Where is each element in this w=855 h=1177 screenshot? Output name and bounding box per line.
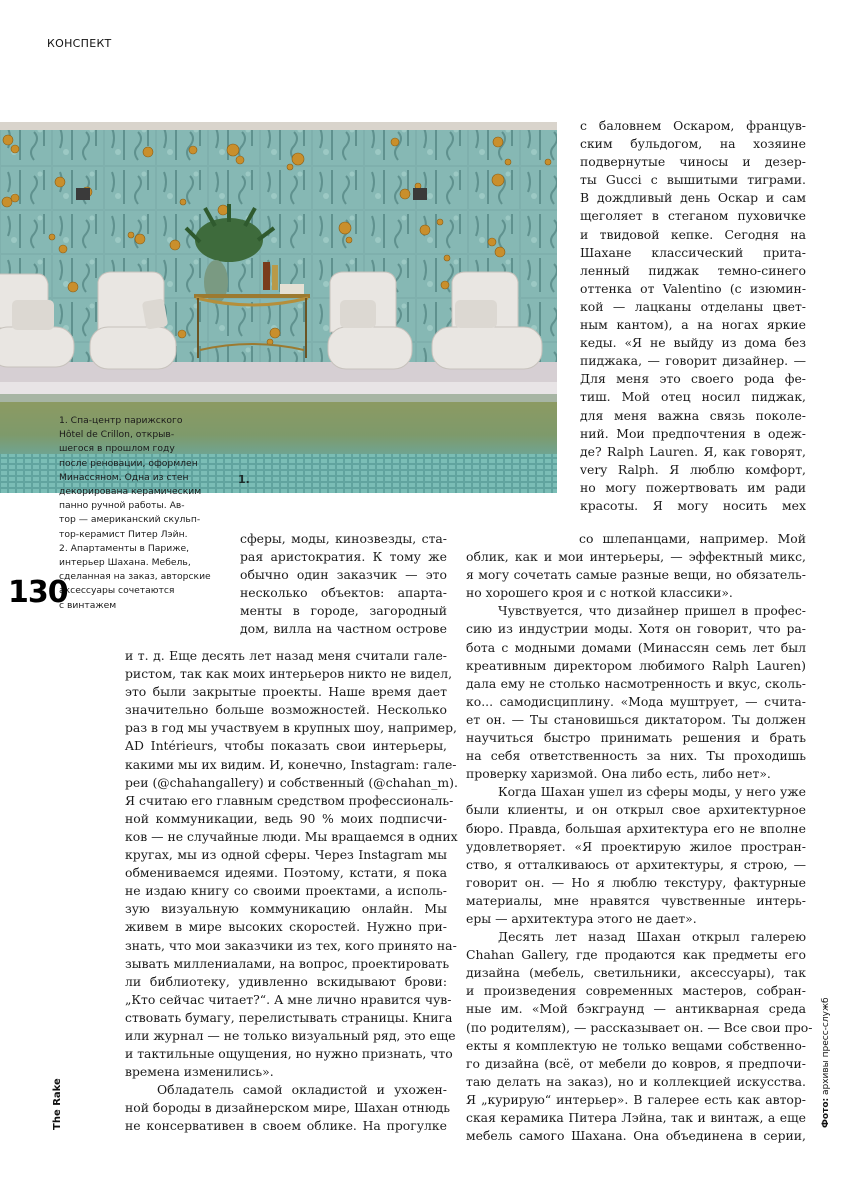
article-line: мебель самого Шахана. Она объединена в серии, [466, 1128, 806, 1144]
article-line: ные им. «Мой бэкграунд — антикварная среда [466, 1001, 806, 1017]
article-line: ристом, так как моих интерьеров никто не видел, [125, 666, 453, 682]
article-line: креативным директором любимого Ralph Lauren) [466, 657, 806, 673]
article-line: знать, что мои заказчики из тех, кого принято на- [125, 937, 457, 953]
article-line: зую визуальную коммуникацию онлайн. Мы [125, 901, 447, 917]
caption-line: сделанная на заказ, авторские [59, 571, 211, 583]
article-line: бота с модными домами (Минассян семь лет был [466, 639, 806, 655]
article-line: несколько объектов: апарта- [240, 585, 447, 601]
article-column-right-top [580, 117, 806, 515]
article-line: AD Intérieurs, чтобы показать свои интерьеры, [125, 738, 447, 754]
article-line: это были закрытые проекты. Наше время дает [125, 684, 447, 700]
article-line: были клиенты, и он открыл свое архитектурное [466, 802, 806, 818]
article-line: еры — архитектура этого не дает». [466, 910, 697, 926]
article-line: ной коммуникации, ведь 90 % моих подписчи- [125, 810, 447, 826]
article-line: Когда Шахан ушел из сферы моды, у него уже [498, 784, 806, 800]
article-line: ская керамика Питера Лэйна, так и винтаж, а еще [466, 1110, 806, 1125]
article-line: со шлепанцами, например. Мой [579, 531, 806, 546]
article-line: кой — лацканы отделаны цвет- [580, 298, 806, 314]
article-line: оттенка от Valentino (с изюмин- [580, 280, 806, 296]
article-line: удовлетворяет. «Я проектирую жилое простран- [466, 838, 806, 854]
article-line: с баловнем Оскаром, францув- [580, 118, 806, 133]
article-line: живем в мире высоких скоростей. Нужно при- [125, 919, 447, 935]
article-line: раз в год мы участвуем в крупных шоу, например, [125, 720, 457, 736]
article-line: ленный пиджак темно-синего [580, 262, 806, 278]
article-line: проверку харизмой. Она либо есть, либо нет». [466, 766, 771, 782]
caption-line: шегося в прошлом году [59, 443, 175, 455]
article-column-middle-top [240, 530, 447, 639]
caption-line: Hôtel de Crillon, открыв- [59, 429, 175, 441]
article-line: менты в городе, загородный [240, 603, 447, 619]
article-line: Обладатель самой окладистой и ухожен- [157, 1082, 447, 1098]
article-line: научиться быстро принимать решения и брать [466, 730, 806, 746]
article-line: ко... самодисциплину. «Мода муштрует, — счита- [466, 693, 806, 709]
article-line: значительно больше возможностей. Несколько [125, 702, 447, 718]
article-line: Для меня это своего рода фе- [580, 371, 806, 387]
photo-label: 1. [238, 473, 250, 486]
caption-line: Минассяном. Одна из стен [59, 471, 189, 483]
caption-line: тор-керамист Питер Лэйн. [59, 528, 188, 540]
article-line: обычно один заказчик — это [240, 567, 447, 583]
article-line: го дизайна (всё, от мебели до ковров, я предпочи- [466, 1055, 806, 1071]
article-line: (по родителям), — рассказывает он. — Все свои про- [466, 1019, 813, 1035]
article-line: материалы, мне нравятся чувственные интерь- [466, 892, 806, 908]
article-line: щеголяет в стеганом пуховичке [580, 208, 806, 224]
photo-caption [59, 414, 239, 613]
article-line: реи (@chahangallery) и собственный (@chahan_m). [125, 774, 458, 790]
article-line: екты я комплектую не только вещами собственно- [466, 1037, 806, 1053]
article-line: зывать миллениалами, на вопрос, проектировать [125, 955, 450, 971]
article-line: не консервативен в своем облике. На прогулке [125, 1118, 447, 1134]
article-line: и произведения современных мастеров, собран- [466, 983, 806, 999]
article-line: very Ralph. Я люблю комфорт, [580, 461, 806, 477]
article-line: кеды. «Я не выйду из дома без [580, 335, 806, 351]
article-line: сферы, моды, кинозвезды, ста- [240, 531, 447, 546]
article-line: ной бороды в дизайнерском мире, Шахан отнюдь [125, 1100, 450, 1116]
article-line: рая аристократия. К тому же [240, 549, 447, 565]
caption-line: 1. Спа-центр парижского [59, 415, 183, 426]
article-line: Чувствуется, что дизайнер пришел в профес- [498, 603, 806, 619]
caption-line: тор — американский скульп- [59, 514, 201, 526]
photo-credit-label: Фото: [821, 1097, 831, 1128]
photo-credit [821, 997, 831, 1128]
article-line: „Кто сейчас читает?“. А мне лично нравится чув- [125, 991, 452, 1007]
article-line: и тактильные ощущения, но нужно признать, что [125, 1046, 453, 1062]
article-column-left [125, 647, 458, 1136]
article-line: ет он. — Ты становишься диктатором. Ты должен [466, 711, 806, 727]
article-line: на себя ответственность за них. Ты проходишь [466, 748, 806, 764]
article-line: дала ему не столько насмотренность и вкус, сколь- [466, 675, 806, 691]
article-line: де? Ralph Lauren. Я, как говорят, [580, 443, 806, 459]
article-line: ний. Мои предпочтения в одеж- [580, 425, 806, 441]
page-number: 130 [8, 575, 68, 610]
caption-line: декорирована керамическим [59, 486, 202, 498]
article-line: Десять лет назад Шахан открыл галерею [498, 929, 806, 945]
caption-line: интерьер Шахана. Мебель, [59, 557, 191, 569]
article-line: ствовать бумагу, перелистывать страницы. Книга [125, 1009, 453, 1025]
article-line: дом, вилла на частном острове [240, 621, 447, 637]
article-line: Я считаю его главным средством профессиональ- [125, 792, 454, 808]
magazine-name: The Rake [52, 1078, 63, 1130]
caption-line: аксессуары сочетаются [59, 585, 175, 597]
article-line: красоты. Я могу носить мех [580, 497, 806, 513]
article-line: какими мы их видим. И, конечно, Instagram: гале- [125, 756, 457, 772]
article-line: ным кантом), а на ногах яркие [580, 317, 806, 333]
caption-line: после реновации, оформлен [59, 457, 198, 469]
article-line: подвернутые чиносы и дезер- [580, 154, 806, 170]
article-line: тиш. Мой отец носил пиджак, [580, 389, 806, 405]
article-line: но хорошего кроя и с ноткой классики». [466, 585, 733, 601]
article-line: обмениваемся идеями. Поэтому, кстати, я пока [125, 865, 447, 881]
article-line: и твидовой кепке. Сегодня на [580, 226, 806, 242]
article-line: В дождливый день Оскар и сам [580, 190, 806, 206]
caption-line: 2. Апартаменты в Париже, [59, 542, 190, 554]
section-label: КОНСПЕКТ [47, 37, 112, 50]
article-line: дизайна (мебель, светильники, аксессуары), так [466, 965, 806, 981]
article-line: Шахане классический прита- [580, 244, 806, 260]
article-column-right [466, 530, 813, 1145]
article-line: я могу сочетать самые разные вещи, но обязатель- [466, 567, 806, 583]
article-line: сию из индустрии моды. Хотя он говорит, что ра- [466, 621, 806, 637]
article-line: ли библиотеку, удивленно вскидывают брови: [125, 973, 447, 989]
article-line: не издаю книгу со своими проектами, а исполь- [125, 883, 447, 899]
article-line: и т. д. Еще десять лет назад меня считали гале- [125, 648, 447, 663]
article-line: пиджака, — говорит дизайнер. — [580, 353, 806, 369]
article-line: или журнал — не только визуальный ряд, это еще [125, 1027, 456, 1043]
article-line: ским бульдогом, на хозяине [580, 136, 806, 152]
article-line: облик, как и мои интерьеры, — эффектный микс, [466, 549, 806, 565]
article-line: но могу пожертвовать им ради [580, 479, 806, 495]
caption-line: с винтажем [59, 599, 117, 611]
article-line: ство, я отталкиваюсь от архитектуры, я строю, — [466, 856, 806, 872]
article-line: для меня важна связь поколе- [580, 407, 806, 423]
article-line: Chahan Gallery, где продаются как предметы его [466, 947, 806, 963]
article-line: ков — не случайные люди. Мы вращаемся в одних [125, 828, 458, 844]
photo-credit-text: архивы пресс-служб [821, 997, 831, 1098]
article-line: говорит он. — Но я люблю текстуру, фактурные [466, 874, 806, 890]
caption-line: панно ручной работы. Ав- [59, 500, 185, 512]
article-line: ты Gucci с вышитыми тиграми. [580, 172, 806, 188]
article-line: Я „курирую“ интерьер». В галерее есть как автор- [466, 1091, 806, 1107]
article-line: бюро. Правда, большая архитектура его не вполне [466, 820, 806, 836]
article-line: таю делать на заказ), но и коллекцией искусства. [466, 1073, 806, 1089]
article-line: кругах, мы из одной сферы. Через Instagram мы [125, 847, 447, 863]
article-line: времена изменились». [125, 1064, 274, 1080]
